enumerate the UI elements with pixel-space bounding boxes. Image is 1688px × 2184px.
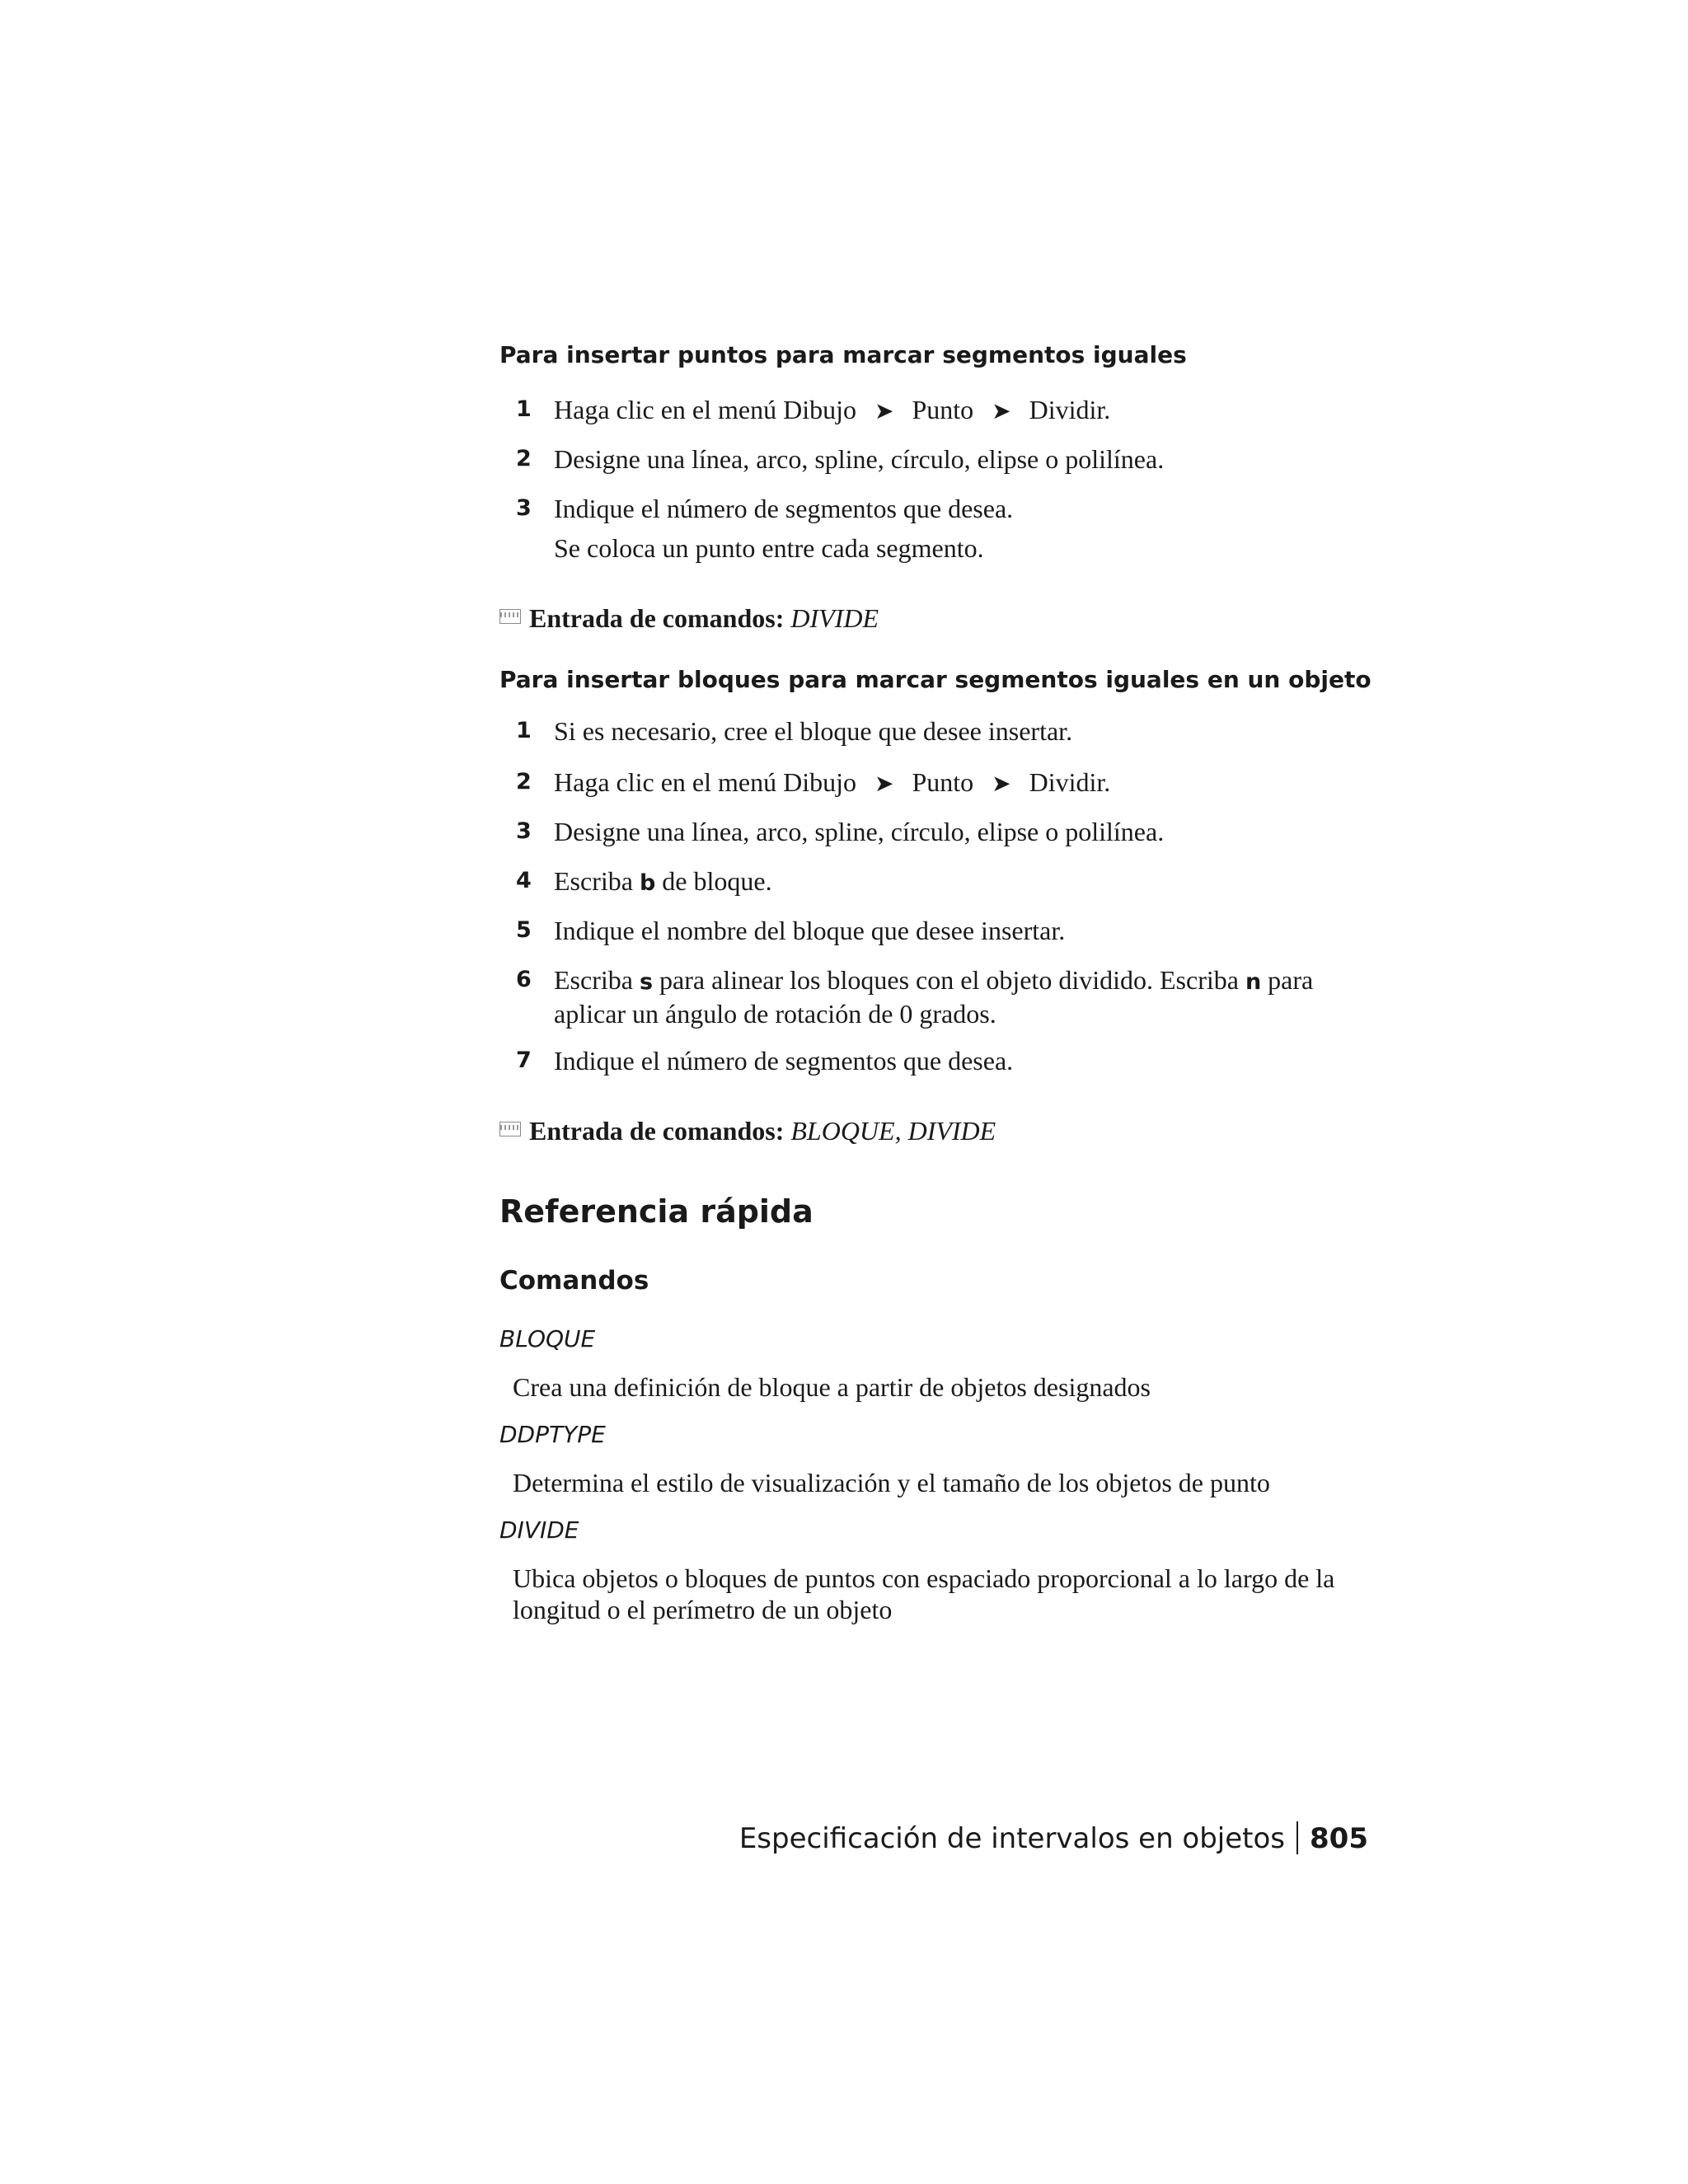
step-number: 2 bbox=[516, 769, 532, 794]
command-entry-value: DIVIDE bbox=[790, 603, 879, 633]
command-name: DDPTYPE bbox=[499, 1421, 606, 1448]
step-number: 1 bbox=[516, 718, 532, 743]
procedure-title: Para insertar puntos para marcar segmentos iguales bbox=[499, 341, 1187, 368]
step-text: Haga clic en el menú Dibujo ➤ Punto ➤ Dividir. bbox=[554, 766, 1378, 800]
keyboard-icon bbox=[499, 1122, 521, 1137]
keyboard-icon bbox=[499, 609, 521, 624]
step-number: 4 bbox=[516, 868, 532, 893]
keyword: s bbox=[639, 969, 654, 995]
list-item bbox=[499, 1045, 1373, 1078]
list-item bbox=[499, 766, 1373, 799]
command-entry-value: BLOQUE, DIVIDE bbox=[790, 1116, 996, 1146]
menu-arrow-icon: ➤ bbox=[874, 771, 894, 797]
menu-arrow-icon: ➤ bbox=[992, 399, 1011, 424]
subsection-heading: Comandos bbox=[499, 1266, 649, 1296]
command-entry-label: Entrada de comandos: bbox=[529, 1116, 785, 1146]
step-text: Indique el número de segmentos que desea. Se coloca un punto entre cada segmento. bbox=[554, 493, 1378, 564]
step-text: Designe una línea, arco, spline, círculo, elipse o polilínea. bbox=[554, 817, 1165, 846]
procedure-title: Para insertar bloques para marcar segmentos iguales en un objeto bbox=[499, 666, 1372, 693]
list-item bbox=[499, 964, 1373, 1030]
step-number: 7 bbox=[516, 1047, 532, 1073]
step-number: 5 bbox=[516, 917, 532, 943]
command-description: Crea una definición de bloque a partir de objetos designados bbox=[513, 1372, 1151, 1402]
menu-arrow-icon: ➤ bbox=[992, 771, 1011, 797]
section-heading: Referencia rápida bbox=[499, 1193, 814, 1230]
step-number: 3 bbox=[516, 818, 532, 844]
list-item bbox=[499, 394, 1373, 427]
step-text: Escriba s para alinear los bloques con el objeto dividido. Escriba n para aplicar un ángulo de rotación de 0 grados. bbox=[554, 965, 1314, 1029]
step-number: 2 bbox=[516, 446, 532, 471]
step-result: Se coloca un punto entre cada segmento. bbox=[554, 533, 984, 563]
step-number: 3 bbox=[516, 495, 532, 521]
footer-divider bbox=[1296, 1821, 1298, 1854]
menu-arrow-icon: ➤ bbox=[874, 399, 894, 424]
footer-section-title: Especificación de intervalos en objetos bbox=[738, 1822, 1286, 1855]
command-entry-label: Entrada de comandos: bbox=[529, 603, 785, 633]
page-number: 805 bbox=[1310, 1822, 1368, 1855]
command-name: DIVIDE bbox=[499, 1516, 579, 1544]
list-item bbox=[499, 865, 1373, 898]
list-item bbox=[499, 816, 1373, 849]
step-text: Escriba b de bloque. bbox=[554, 866, 772, 896]
step-number: 6 bbox=[516, 967, 532, 992]
list-item bbox=[499, 443, 1373, 476]
command-entry bbox=[499, 603, 879, 634]
command-description: Determina el estilo de visualización y el tamaño de los objetos de punto bbox=[513, 1468, 1270, 1497]
step-text: Indique el número de segmentos que desea. bbox=[554, 1046, 1014, 1076]
step-text: Indique el nombre del bloque que desee insertar. bbox=[554, 916, 1066, 945]
keyword: n bbox=[1245, 969, 1262, 995]
list-item bbox=[499, 915, 1373, 948]
keyword: b bbox=[639, 870, 656, 896]
list-item bbox=[499, 715, 1373, 748]
step-text: Haga clic en el menú Dibujo ➤ Punto ➤ Dividir. bbox=[554, 394, 1378, 428]
command-description: Ubica objetos o bloques de puntos con espaciado proporcional a lo largo de la longitud o el perímetro de un objeto bbox=[513, 1563, 1335, 1624]
step-number: 1 bbox=[516, 396, 532, 422]
command-name: BLOQUE bbox=[499, 1325, 596, 1352]
command-entry bbox=[499, 1116, 996, 1146]
page-footer bbox=[739, 1821, 1368, 1855]
list-item bbox=[499, 493, 1373, 567]
step-text: Designe una línea, arco, spline, círculo, elipse o polilínea. bbox=[554, 444, 1165, 474]
step-text: Si es necesario, cree el bloque que desee insertar. bbox=[554, 716, 1073, 746]
